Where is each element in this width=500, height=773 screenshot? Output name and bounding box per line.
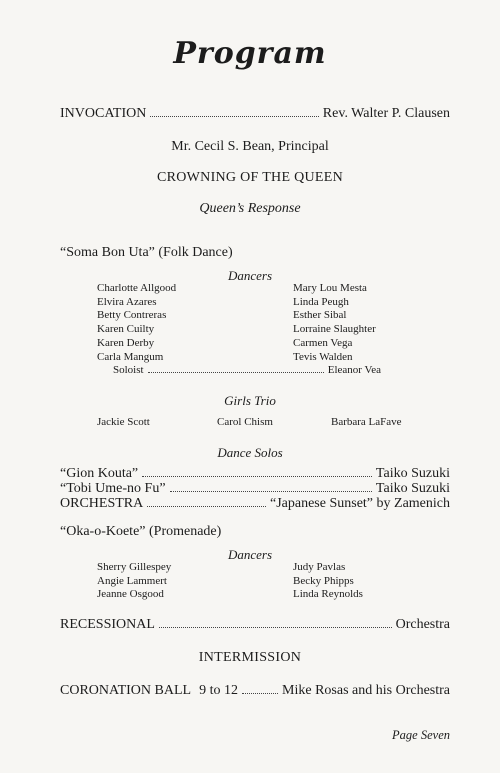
invocation-label: INVOCATION xyxy=(60,106,147,121)
dot-leader xyxy=(150,116,318,117)
solo-row xyxy=(60,481,450,497)
recessional-line xyxy=(60,617,450,633)
soma-dancers-heading: Dancers xyxy=(227,268,273,283)
soma-title: “Soma Bon Uta” (Folk Dance) xyxy=(60,245,233,260)
dancer-name: Carla Mangum xyxy=(97,350,164,363)
dancer-name: Karen Cuilty xyxy=(97,323,155,336)
oka-dancers-left xyxy=(97,561,171,602)
dancer-name: Linda Peugh xyxy=(293,295,349,308)
solo-performer: Taiko Suzuki xyxy=(375,466,450,481)
solo-title: “Tobi Ume-no Fu” xyxy=(60,481,166,496)
dot-leader xyxy=(170,491,372,492)
invocation-line xyxy=(60,106,450,122)
dancer-name: Angie Lammert xyxy=(97,574,167,587)
page-number: Page Seven xyxy=(392,728,450,742)
soma-dancers-right xyxy=(293,282,376,364)
dancer-name: Carmen Vega xyxy=(293,336,353,349)
dancer-name: Esther Sibal xyxy=(293,309,347,322)
crowning-heading: CROWNING OF THE QUEEN xyxy=(156,170,344,185)
coronation-performer: Mike Rosas and his Orchestra xyxy=(282,683,450,698)
page-title: Program xyxy=(173,36,327,71)
solo-performer: Taiko Suzuki xyxy=(375,481,450,496)
soloist-label: Soloist xyxy=(113,364,144,376)
dance-solos-heading: Dance Solos xyxy=(217,445,283,460)
dancer-name: Karen Derby xyxy=(97,336,155,349)
queens-response: Queen’s Response xyxy=(199,201,301,216)
dot-leader xyxy=(142,476,372,477)
orchestra-piece: “Japanese Sunset” by Zamenich xyxy=(270,496,450,511)
dot-leader xyxy=(242,693,278,694)
dancer-name: Elvira Azares xyxy=(97,295,157,308)
oka-dancers-right xyxy=(293,561,363,602)
solo-title: “Gion Kouta” xyxy=(60,466,139,481)
orchestra-row xyxy=(60,496,450,512)
oka-dancers-heading: Dancers xyxy=(227,547,273,562)
coronation-label: CORONATION BALL xyxy=(60,683,192,698)
soloist-name: Eleanor Vea xyxy=(327,364,381,376)
dancer-name: Charlotte Allgood xyxy=(97,282,177,294)
recessional-label: RECESSIONAL xyxy=(60,617,155,632)
coronation-line xyxy=(60,683,450,699)
coronation-time: 9 to 12 xyxy=(199,683,238,698)
principal-line: Mr. Cecil S. Bean, Principal xyxy=(171,139,329,154)
trio-member: Barbara LaFave xyxy=(331,416,402,428)
orchestra-label: ORCHESTRA xyxy=(60,496,144,511)
dancer-name: Jeanne Osgood xyxy=(97,588,164,601)
oka-title: “Oka-o-Koete” (Promenade) xyxy=(60,524,222,539)
recessional-performer: Orchestra xyxy=(395,617,450,632)
dancer-name: Linda Reynolds xyxy=(293,588,363,601)
dancer-name: Judy Pavlas xyxy=(293,561,346,573)
dancer-name: Becky Phipps xyxy=(293,574,354,587)
dot-leader xyxy=(148,372,324,373)
trio-member: Jackie Scott xyxy=(97,416,150,428)
solo-row xyxy=(60,466,450,482)
dancer-name: Sherry Gillespey xyxy=(97,561,172,573)
intermission-heading: INTERMISSION xyxy=(198,650,302,665)
dancer-name: Betty Contreras xyxy=(97,309,167,322)
soloist-line xyxy=(113,364,381,376)
dancer-name: Mary Lou Mesta xyxy=(293,282,367,294)
dancer-name: Tevis Walden xyxy=(293,350,353,363)
dancer-name: Lorraine Slaughter xyxy=(293,323,376,336)
invocation-name: Rev. Walter P. Clausen xyxy=(322,106,450,121)
dot-leader xyxy=(147,506,266,507)
trio-member: Carol Chism xyxy=(217,416,273,428)
dot-leader xyxy=(159,627,392,628)
trio-heading: Girls Trio xyxy=(224,393,276,408)
soma-dancers-left xyxy=(97,282,176,364)
